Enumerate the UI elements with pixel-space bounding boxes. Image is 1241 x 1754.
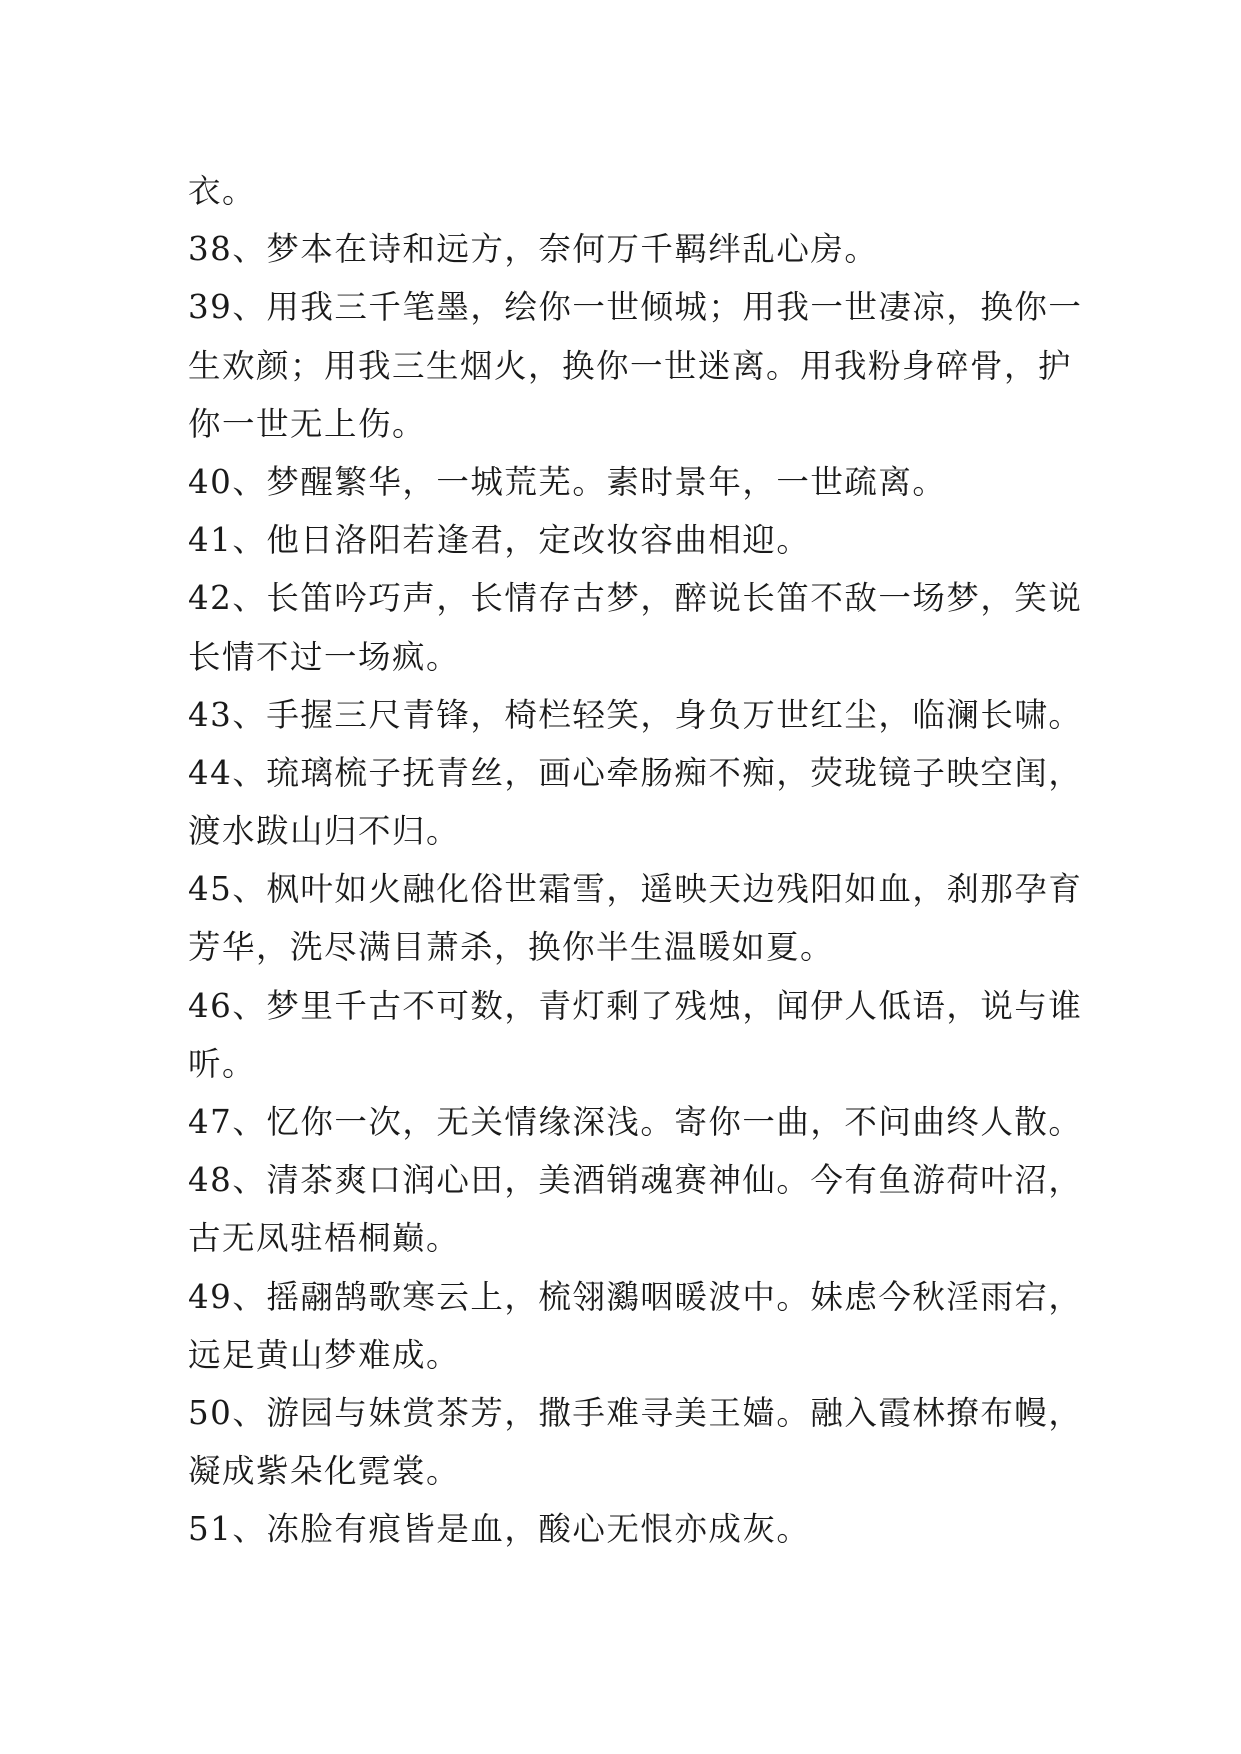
text-line: 51、冻脸有痕皆是血，酸心无恨亦成灰。 [188,1510,811,1549]
text-line: 长情不过一场疯。 [188,637,461,676]
text-line: 50、游园与妹赏茶芳，撒手难寻美王嫱。融入霞林撩布幔， [188,1393,1083,1432]
text-line: 43、手握三尺青锋，椅栏轻笑，身负万世红尘，临澜长啸。 [188,695,1083,734]
text-line: 凝成紫朵化霓裳。 [188,1452,461,1491]
text-line: 39、用我三千笔墨，绘你一世倾城；用我一世凄凉，换你一 [188,288,1083,327]
text-line: 远足黄山梦难成。 [188,1335,461,1374]
text-line: 38、梦本在诗和远方，奈何万千羁绊乱心房。 [188,230,879,269]
text-line: 46、梦里千古不可数，青灯剩了残烛，闻伊人低语，说与谁 [188,986,1083,1025]
text-line: 听。 [188,1044,257,1083]
text-line: 40、梦醒繁华，一城荒芜。素时景年，一世疏离。 [188,462,947,501]
text-line: 古无凤驻梧桐巅。 [188,1219,461,1258]
text-line: 49、摇翮鹄歌寒云上，梳翎鸂咽暖波中。妹虑今秋淫雨宕， [188,1277,1083,1316]
text-line: 48、清茶爽口润心田，美酒销魂赛神仙。今有鱼游荷叶沼， [188,1161,1083,1200]
text-line: 生欢颜；用我三生烟火，换你一世迷离。用我粉身碎骨，护 [188,346,1073,385]
document-body [188,162,1083,1559]
text-line: 47、忆你一次，无关情缘深浅。寄你一曲，不问曲终人散。 [188,1103,1083,1141]
text-line: 衣。 [188,172,257,210]
text-line: 42、长笛吟巧声，长情存古梦，醉说长笛不敌一场梦，笑说 [188,579,1083,618]
text-line: 41、他日洛阳若逢君，定改妆容曲相迎。 [188,521,811,560]
text-line: 芳华，洗尽满目萧杀，换你半生温暖如夏。 [188,928,835,967]
text-line: 渡水跋山归不归。 [188,812,461,851]
text-line: 45、枫叶如火融化俗世霜雪，遥映天边残阳如血，刹那孕育 [188,870,1083,909]
text-line: 44、琉璃梳子抚青丝，画心牵肠痴不痴，荧珑镜子映空闺， [188,753,1083,792]
text-line: 你一世无上伤。 [188,404,427,443]
